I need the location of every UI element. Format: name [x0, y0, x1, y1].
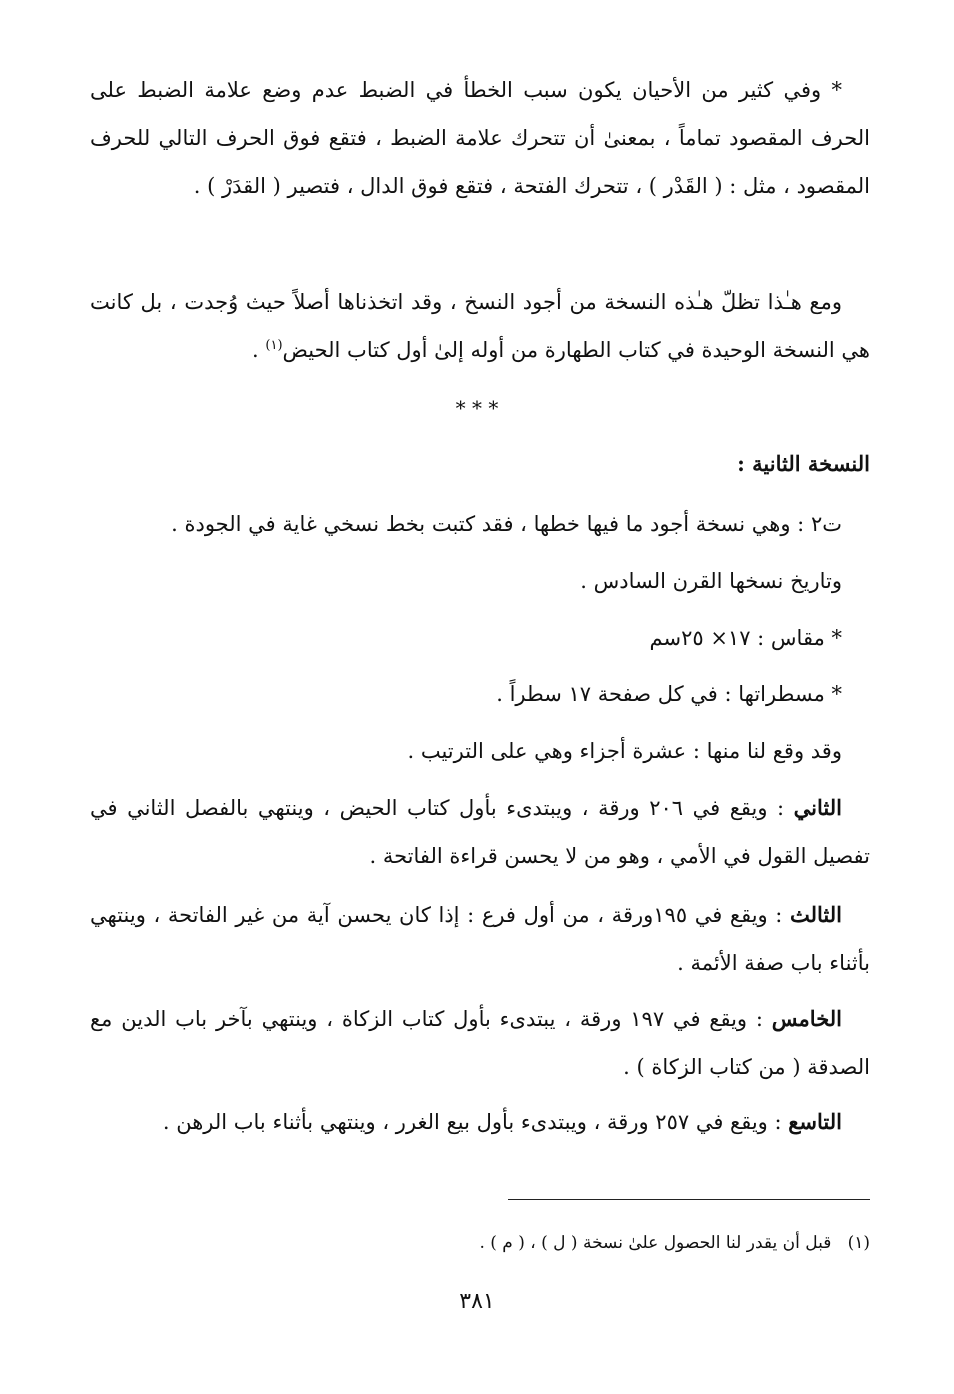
paragraph-copy-quality-text: ومع هـٰذا تظلّ هـٰذه النسخة من أجود النسخ ، وقد اتخذناها أصلاً حيث وُجدت ، بل كانت هي النسخة الوحيدة في كتاب الطهارة من أوله إلىٰ أول كتاب الحيض [90, 290, 870, 362]
copy-parts: وقد وقع لنا منها : عشرة أجزاء وهي على الترتيب . [407, 739, 842, 763]
entry-fifth [90, 995, 870, 1091]
copy-rows: * مسطراتها : في كل صفحة ١٧ سطراً . [496, 682, 842, 706]
copy-date: وتاريخ نسخها القرن السادس . [580, 569, 842, 593]
entry-label: الخامس [771, 1006, 842, 1031]
paragraph-end: . [252, 338, 266, 362]
section-separator: * * * [455, 396, 499, 420]
footnote-number: (١) [847, 1233, 870, 1253]
entry-text: : ويقع في ١٩٧ ورقة ، يبتدىء بأول كتاب الزكاة ، وينتهي بآخر باب الدين مع الصدقة ( من كتاب الزكاة ) . [90, 1007, 870, 1079]
footnote [90, 1228, 870, 1258]
footnote-reference: (١) [265, 338, 283, 353]
copy-description: ت٢ : وهي نسخة أجود ما فيها خطها ، فقد كتبت بخط نسخي غاية في الجودة . [171, 512, 842, 536]
entry-label: الثالث [790, 902, 842, 927]
footnote-divider [508, 1199, 870, 1200]
entry-label: التاسع [788, 1109, 842, 1134]
entry-third [90, 891, 870, 987]
entry-second [90, 784, 870, 880]
entry-text: : ويقع في ١٩٥ورقة ، من أول فرع : إذا كان يحسن آية من غير الفاتحة ، وينتهي بأثناء باب صفة الأئمة . [90, 903, 870, 975]
entry-ninth [90, 1098, 870, 1146]
page-number: ٣٨١ [459, 1289, 495, 1314]
footnote-text: قبل أن يقدر لنا الحصول علىٰ نسخة ( ل ) ، ( م ) . [479, 1233, 832, 1253]
section-title: النسخة الثانية : [737, 451, 870, 476]
entry-text: : ويقع في ٢٠٦ ورقة ، ويبتدىء بأول كتاب الحيض ، وينتهي بالفصل الثاني في تفصيل القول في الأمي ، وهو من لا يحسن قراءة الفاتحة . [90, 796, 870, 868]
paragraph-copy-quality [90, 278, 870, 374]
paragraph-vocalization-errors: * وفي كثير من الأحيان يكون سبب الخطأ في الضبط عدم وضع علامة الضبط على الحرف المقصود تماماً ، بمعنىٰ أن تتحرك علامة الضبط ، فتقع فوق الحرف التالي للحرف المقصود ، مثل : ( القَدْر ) ، تتحرك الفتحة ، فتقع فوق الدال ، فتصير ( القدَرْ ) . [90, 78, 870, 198]
entry-text: : ويقع في ٢٥٧ ورقة ، ويبتدىء بأول بيع الغرر ، وينتهي بأثناء باب الرهن . [162, 1110, 789, 1134]
copy-size: * مقاس : ١٧× ٢٥سم [649, 626, 842, 650]
entry-label: الثاني [793, 795, 842, 820]
